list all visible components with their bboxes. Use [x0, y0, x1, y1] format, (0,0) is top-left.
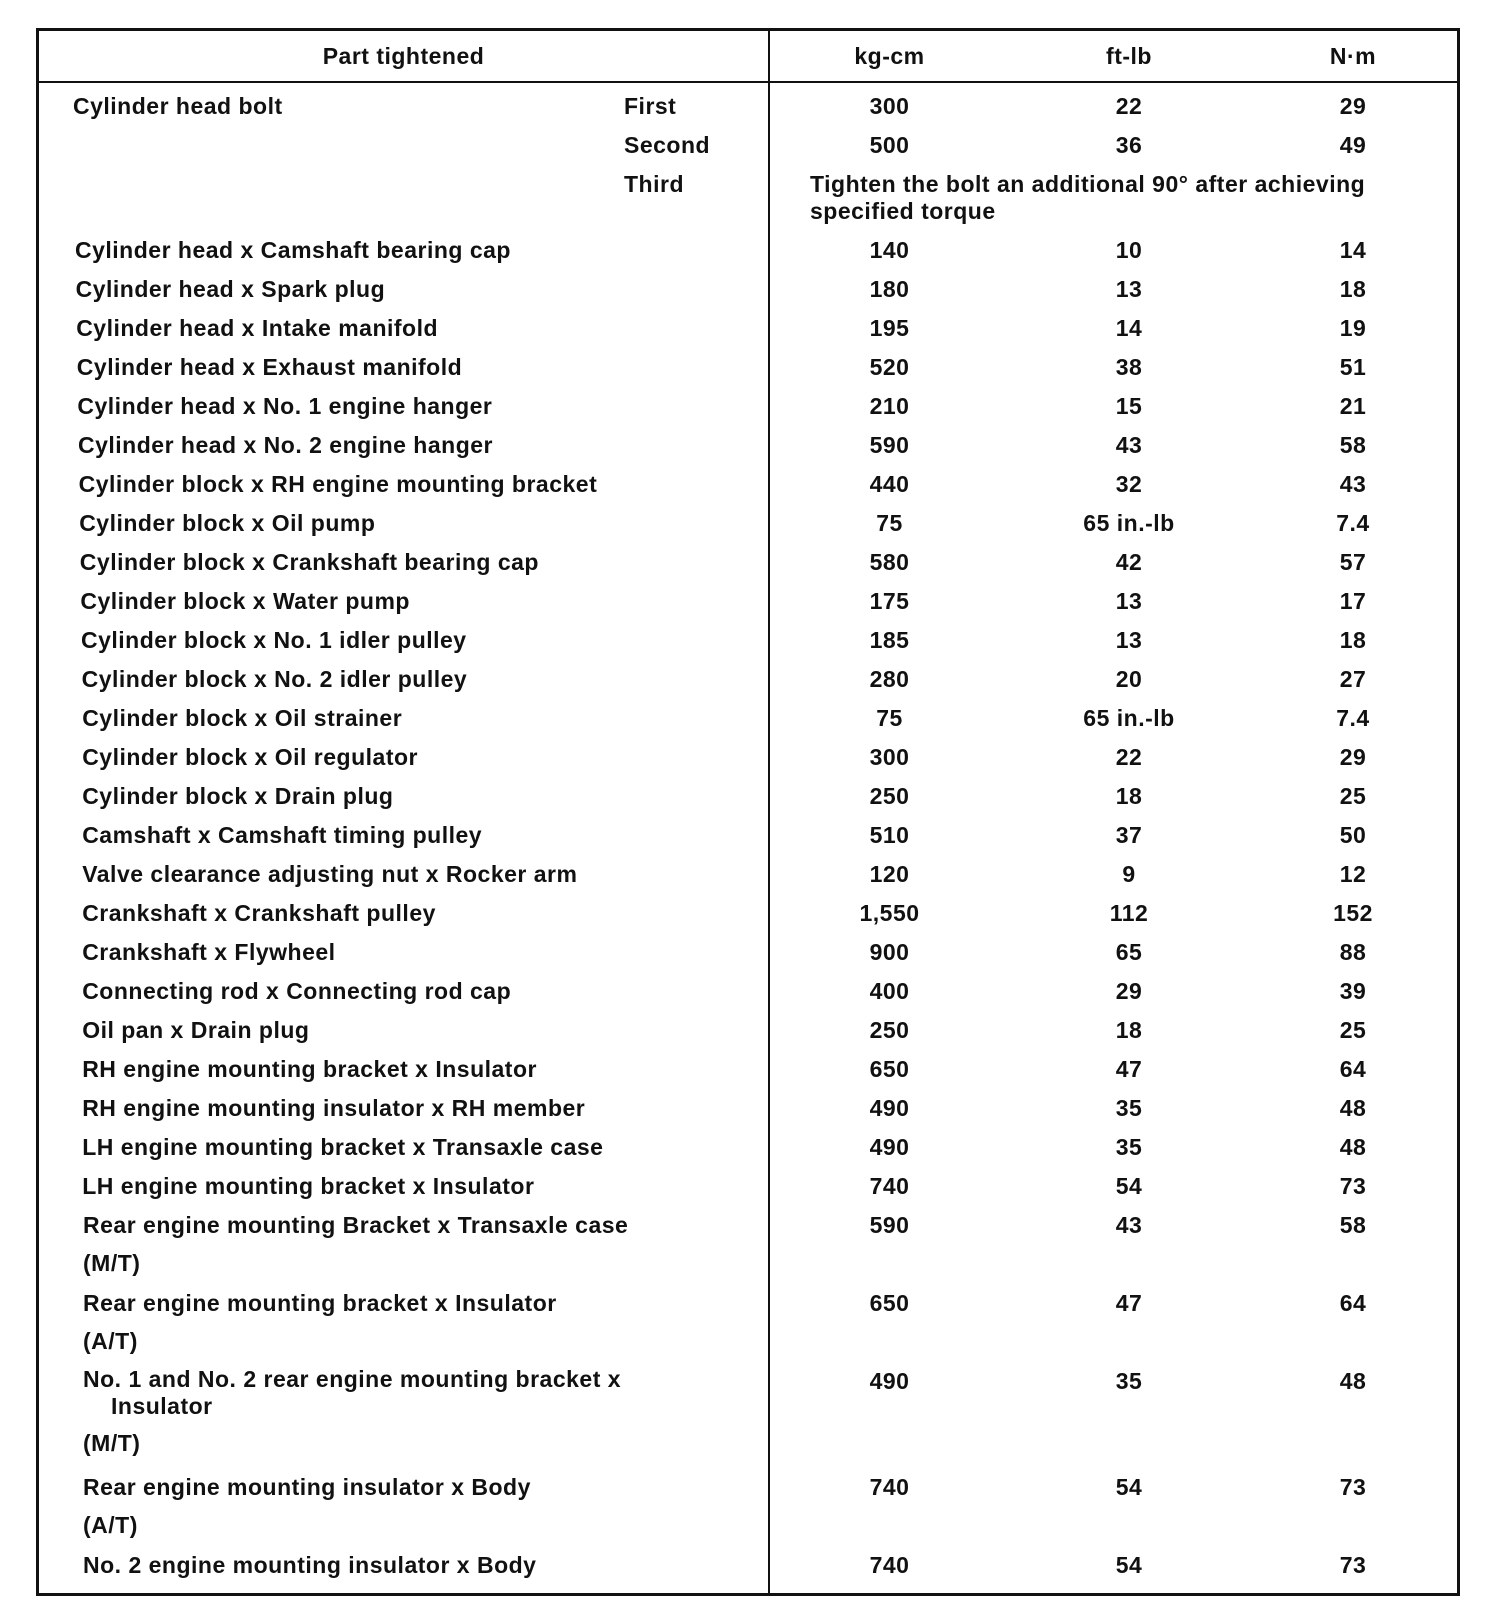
qualifier-text: (M/T) [83, 1430, 141, 1456]
table-row [39, 742, 1457, 781]
kg-cm-cell: 520 [869, 354, 910, 380]
part-cell [39, 1366, 769, 1472]
part-cell [39, 169, 624, 235]
n-m-cell: 19 [1339, 315, 1367, 341]
table-row [39, 1132, 1457, 1171]
n-m-cell: 73 [1339, 1173, 1367, 1199]
ft-lb-cell: 29 [1115, 978, 1143, 1004]
table-row [39, 898, 1457, 937]
part-cell: Cylinder head x Camshaft bearing cap [39, 235, 769, 274]
ft-lb-cell: 65 [1115, 939, 1143, 965]
kg-cm-cell: 300 [869, 93, 910, 119]
n-m-cell: 17 [1339, 588, 1367, 614]
part-cell: Cylinder head bolt [73, 93, 283, 119]
step-cell: First [624, 82, 769, 130]
ft-lb-cell: 14 [1115, 315, 1143, 341]
ft-lb-cell: 47 [1115, 1056, 1143, 1082]
part-cell: Cylinder block x RH engine mounting bracket [39, 469, 769, 508]
ft-lb-cell: 13 [1115, 627, 1143, 653]
part-cell: Cylinder block x Oil pump [39, 508, 769, 547]
ft-lb-cell: 112 [1109, 900, 1149, 926]
part-cell [39, 1288, 769, 1366]
n-m-cell: 29 [1339, 93, 1367, 119]
part-cell: Cylinder block x Water pump [39, 586, 769, 625]
kg-cm-cell: 195 [869, 315, 910, 341]
ft-lb-cell: 37 [1115, 822, 1143, 848]
table-row [39, 1550, 1457, 1596]
table-row [39, 547, 1457, 586]
ft-lb-cell: 15 [1115, 393, 1143, 419]
n-m-cell: 7.4 [1336, 510, 1370, 536]
kg-cm-cell: 140 [869, 237, 910, 263]
n-m-cell: 25 [1339, 783, 1367, 809]
part-cell [39, 1472, 769, 1550]
n-m-cell: 88 [1339, 939, 1367, 965]
part-cell: No. 2 engine mounting insulator x Body [39, 1550, 769, 1596]
table-row [39, 82, 1457, 130]
table-row [39, 586, 1457, 625]
part-cell: Cylinder head x Intake manifold [39, 313, 769, 352]
n-m-cell: 50 [1339, 822, 1367, 848]
n-m-cell: 43 [1339, 471, 1367, 497]
header-kg-cm: kg-cm [769, 31, 1009, 82]
torque-spec-table [39, 31, 1457, 1596]
qualifier-text: (A/T) [83, 1328, 138, 1354]
part-cell: Cylinder block x Drain plug [39, 781, 769, 820]
kg-cm-cell: 650 [869, 1290, 910, 1316]
table-row [39, 1015, 1457, 1054]
kg-cm-cell: 650 [869, 1056, 910, 1082]
ft-lb-cell: 13 [1115, 276, 1143, 302]
part-cell: Cylinder head x Exhaust manifold [39, 352, 769, 391]
part-cell: LH engine mounting bracket x Transaxle case [39, 1132, 769, 1171]
table-row [39, 469, 1457, 508]
ft-lb-cell: 22 [1115, 93, 1143, 119]
ft-lb-cell: 54 [1115, 1474, 1143, 1500]
part-cell: Cylinder block x No. 1 idler pulley [39, 625, 769, 664]
table-row [39, 1093, 1457, 1132]
ft-lb-cell: 42 [1115, 549, 1143, 575]
part-cell: Cylinder block x Oil strainer [39, 703, 769, 742]
kg-cm-cell: 510 [869, 822, 910, 848]
n-m-cell: 64 [1339, 1056, 1367, 1082]
n-m-cell: 49 [1339, 132, 1367, 158]
n-m-cell: 58 [1339, 432, 1367, 458]
table-row [39, 703, 1457, 742]
n-m-cell: 152 [1333, 900, 1373, 926]
n-m-cell: 58 [1339, 1212, 1367, 1238]
table-row [39, 1054, 1457, 1093]
kg-cm-cell: 300 [869, 744, 910, 770]
kg-cm-cell: 490 [869, 1368, 910, 1394]
n-m-cell: 18 [1339, 276, 1367, 302]
kg-cm-cell: 120 [869, 861, 910, 887]
kg-cm-cell: 1,550 [859, 900, 920, 926]
table-row [39, 976, 1457, 1015]
kg-cm-cell: 175 [869, 588, 910, 614]
ft-lb-cell: 43 [1115, 432, 1143, 458]
ft-lb-cell: 65 in.-lb [1083, 510, 1175, 536]
n-m-cell: 7.4 [1336, 705, 1370, 731]
n-m-cell: 14 [1339, 237, 1367, 263]
n-m-cell: 73 [1339, 1552, 1367, 1578]
note-line-2: specified torque [810, 198, 996, 224]
part-text: Rear engine mounting insulator x Body [83, 1474, 531, 1500]
kg-cm-cell: 490 [869, 1095, 910, 1121]
kg-cm-cell: 250 [869, 1017, 910, 1043]
table-row [39, 169, 1457, 235]
ft-lb-cell: 36 [1115, 132, 1143, 158]
ft-lb-cell: 47 [1115, 1290, 1143, 1316]
step-cell: Third [624, 169, 769, 235]
kg-cm-cell: 590 [869, 432, 910, 458]
kg-cm-cell: 210 [869, 393, 910, 419]
torque-spec-table-frame [36, 28, 1460, 1596]
part-cell: Crankshaft x Crankshaft pulley [39, 898, 769, 937]
part-cell: Connecting rod x Connecting rod cap [39, 976, 769, 1015]
table-row [39, 1288, 1457, 1366]
ft-lb-cell: 35 [1115, 1095, 1143, 1121]
part-cell: Cylinder block x Oil regulator [39, 742, 769, 781]
table-row [39, 1210, 1457, 1288]
part-text-line-1: No. 1 and No. 2 rear engine mounting bracket x [83, 1366, 622, 1392]
n-m-cell: 64 [1339, 1290, 1367, 1316]
ft-lb-cell: 32 [1115, 471, 1143, 497]
part-cell: Crankshaft x Flywheel [39, 937, 769, 976]
ft-lb-cell: 38 [1115, 354, 1143, 380]
kg-cm-cell: 740 [869, 1552, 910, 1578]
n-m-cell: 48 [1339, 1095, 1367, 1121]
part-cell: Cylinder head x No. 2 engine hanger [39, 430, 769, 469]
part-cell: RH engine mounting bracket x Insulator [39, 1054, 769, 1093]
ft-lb-cell: 13 [1115, 588, 1143, 614]
part-cell: RH engine mounting insulator x RH member [39, 1093, 769, 1132]
ft-lb-cell: 20 [1115, 666, 1143, 692]
ft-lb-cell: 22 [1115, 744, 1143, 770]
kg-cm-cell: 185 [869, 627, 910, 653]
kg-cm-cell: 440 [869, 471, 910, 497]
table-row [39, 430, 1457, 469]
third-step-note [769, 169, 1457, 235]
part-cell: Cylinder block x No. 2 idler pulley [39, 664, 769, 703]
ft-lb-cell: 9 [1122, 861, 1136, 887]
note-line-1: Tighten the bolt an additional 90° after achieving [810, 171, 1366, 197]
n-m-cell: 48 [1339, 1134, 1367, 1160]
n-m-cell: 25 [1339, 1017, 1367, 1043]
header-part-tightened: Part tightened [39, 31, 769, 82]
ft-lb-cell: 18 [1115, 1017, 1143, 1043]
n-m-cell: 21 [1339, 393, 1367, 419]
kg-cm-cell: 400 [869, 978, 910, 1004]
table-row [39, 781, 1457, 820]
table-row [39, 313, 1457, 352]
kg-cm-cell: 280 [869, 666, 910, 692]
table-row [39, 352, 1457, 391]
ft-lb-cell: 35 [1115, 1134, 1143, 1160]
n-m-cell: 57 [1339, 549, 1367, 575]
table-row [39, 1472, 1457, 1550]
table-row [39, 1366, 1457, 1472]
table-row [39, 937, 1457, 976]
kg-cm-cell: 740 [869, 1173, 910, 1199]
table-row [39, 274, 1457, 313]
table-row [39, 820, 1457, 859]
ft-lb-cell: 54 [1115, 1552, 1143, 1578]
kg-cm-cell: 900 [869, 939, 910, 965]
part-text: Rear engine mounting Bracket x Transaxle case [83, 1212, 629, 1238]
part-cell [39, 1210, 769, 1288]
ft-lb-cell: 35 [1115, 1368, 1143, 1394]
kg-cm-cell: 250 [869, 783, 910, 809]
part-cell: LH engine mounting bracket x Insulator [39, 1171, 769, 1210]
kg-cm-cell: 75 [876, 510, 903, 536]
part-cell: Oil pan x Drain plug [39, 1015, 769, 1054]
table-row [39, 1171, 1457, 1210]
kg-cm-cell: 740 [869, 1474, 910, 1500]
ft-lb-cell: 43 [1115, 1212, 1143, 1238]
kg-cm-cell: 500 [869, 132, 910, 158]
n-m-cell: 29 [1339, 744, 1367, 770]
header-n-m: N·m [1249, 31, 1457, 82]
kg-cm-cell: 75 [876, 705, 903, 731]
n-m-cell: 48 [1339, 1368, 1367, 1394]
header-row [39, 31, 1457, 82]
n-m-cell: 39 [1339, 978, 1367, 1004]
part-cell: Valve clearance adjusting nut x Rocker arm [39, 859, 769, 898]
table-row [39, 235, 1457, 274]
header-ft-lb: ft-lb [1009, 31, 1249, 82]
n-m-cell: 18 [1339, 627, 1367, 653]
qualifier-text: (A/T) [83, 1512, 138, 1538]
qualifier-text: (M/T) [83, 1250, 141, 1276]
part-cell: Cylinder head x No. 1 engine hanger [39, 391, 769, 430]
n-m-cell: 73 [1339, 1474, 1367, 1500]
table-row [39, 664, 1457, 703]
part-cell [39, 130, 624, 169]
kg-cm-cell: 590 [869, 1212, 910, 1238]
part-text-line-2: Insulator [111, 1393, 213, 1419]
n-m-cell: 51 [1339, 354, 1367, 380]
step-cell: Second [624, 130, 769, 169]
part-text: Rear engine mounting bracket x Insulator [83, 1290, 557, 1316]
table-row [39, 391, 1457, 430]
ft-lb-cell: 54 [1115, 1173, 1143, 1199]
ft-lb-cell: 18 [1115, 783, 1143, 809]
ft-lb-cell: 65 in.-lb [1083, 705, 1175, 731]
part-cell: Cylinder block x Crankshaft bearing cap [39, 547, 769, 586]
ft-lb-cell: 10 [1115, 237, 1143, 263]
kg-cm-cell: 180 [869, 276, 910, 302]
table-row [39, 508, 1457, 547]
table-row [39, 859, 1457, 898]
table-row [39, 625, 1457, 664]
part-cell: Cylinder head x Spark plug [39, 274, 769, 313]
table-row [39, 130, 1457, 169]
kg-cm-cell: 580 [869, 549, 910, 575]
kg-cm-cell: 490 [869, 1134, 910, 1160]
n-m-cell: 12 [1339, 861, 1367, 887]
part-cell: Camshaft x Camshaft timing pulley [39, 820, 769, 859]
n-m-cell: 27 [1339, 666, 1367, 692]
